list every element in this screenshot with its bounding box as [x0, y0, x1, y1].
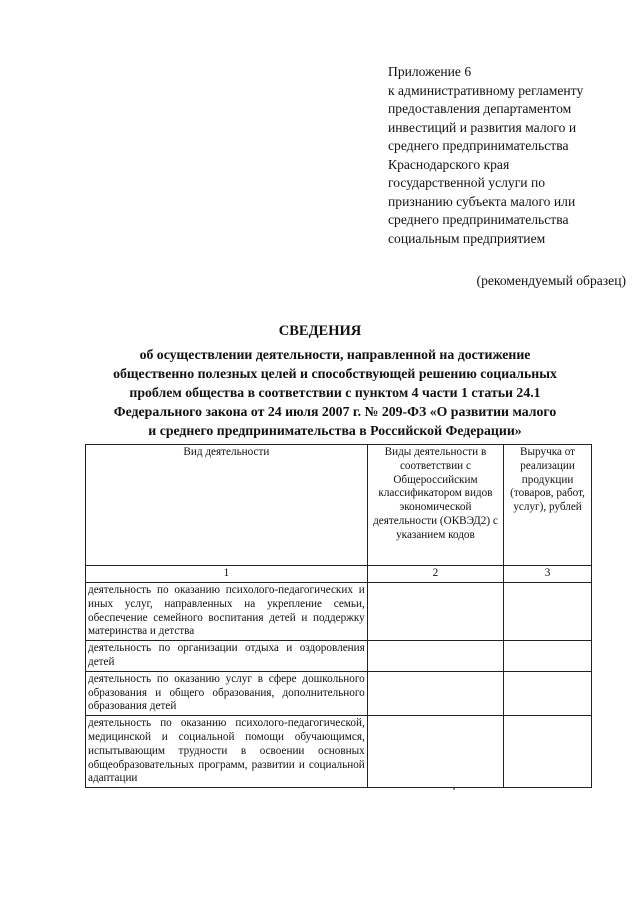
column-number: 3	[504, 566, 592, 583]
appendix-line: Приложение 6	[388, 64, 472, 79]
table-header-row	[86, 445, 592, 566]
revenue-cell	[504, 583, 592, 641]
header-okved: Виды деятельности в соответствии с Общероссийским классификатором видов экономической деятельности (ОКВЭД2) с указанием кодов	[367, 445, 503, 566]
subtitle-line: проблем общества в соответствии с пунктом 4 части 1 статьи 24.1	[129, 385, 541, 400]
column-number-row	[86, 566, 592, 583]
appendix-line: к административному регламенту	[388, 82, 584, 98]
subtitle-line: об осуществлении деятельности, направленной на достижение	[139, 347, 531, 362]
document-subtitle	[55, 345, 615, 440]
appendix-line: государственной услуги по	[388, 175, 546, 190]
appendix-line: Краснодарского края	[388, 156, 510, 172]
appendix-line: социальным предприятием	[388, 230, 546, 246]
revenue-cell	[504, 716, 592, 788]
appendix-line: среднего предпринимательства	[388, 212, 569, 227]
activity-cell: деятельность по оказанию услуг в сфере дошкольного образования и общего образования, дополнительного образования детей	[86, 671, 368, 715]
okved-cell	[367, 671, 503, 715]
subtitle-line: Федерального закона от 24 июля 2007 г. № 209-ФЗ «О развитии малого	[113, 404, 557, 419]
document-title: СВЕДЕНИЯ	[278, 323, 362, 339]
header-activity-type: Вид деятельности	[86, 445, 368, 566]
subtitle-line: общественно полезных целей и способствующей решению социальных	[113, 366, 557, 381]
okved-cell	[367, 716, 503, 788]
table-row	[86, 641, 592, 672]
appendix-block	[388, 63, 628, 248]
activity-cell: деятельность по оказанию психолого-педагогических и иных услуг, направленных на укрепление семьи, обеспечение семейного воспитания детей и поддержку материнства и детства	[86, 583, 368, 641]
appendix-line: инвестиций и развития малого и	[388, 119, 577, 135]
appendix-line: среднего предпринимательства	[388, 138, 569, 153]
revenue-cell	[504, 641, 592, 672]
appendix-line: признанию субъекта малого или	[388, 193, 576, 209]
activity-table	[85, 444, 592, 788]
column-number: 2	[367, 566, 503, 583]
scan-speck	[453, 788, 455, 790]
column-number: 1	[86, 566, 368, 583]
okved-cell	[367, 583, 503, 641]
activity-cell: деятельность по оказанию психолого-педагогической, медицинской и социальной помощи обучающимся, испытывающим трудности в освоении основных общеобразовательных программ, развитии и социальной адаптации	[86, 716, 368, 788]
revenue-cell	[504, 671, 592, 715]
table-row	[86, 583, 592, 641]
okved-cell	[367, 641, 503, 672]
appendix-line: предоставления департаментом	[388, 101, 572, 116]
table-row	[86, 716, 592, 788]
activity-cell: деятельность по организации отдыха и оздоровления детей	[86, 641, 368, 672]
sample-note: (рекомендуемый образец)	[476, 273, 626, 288]
table-row	[86, 671, 592, 715]
subtitle-line: и среднего предпринимательства в Российской Федерации»	[148, 423, 522, 438]
header-revenue: Выручка от реализации продукции (товаров, работ, услуг), рублей	[504, 445, 592, 566]
